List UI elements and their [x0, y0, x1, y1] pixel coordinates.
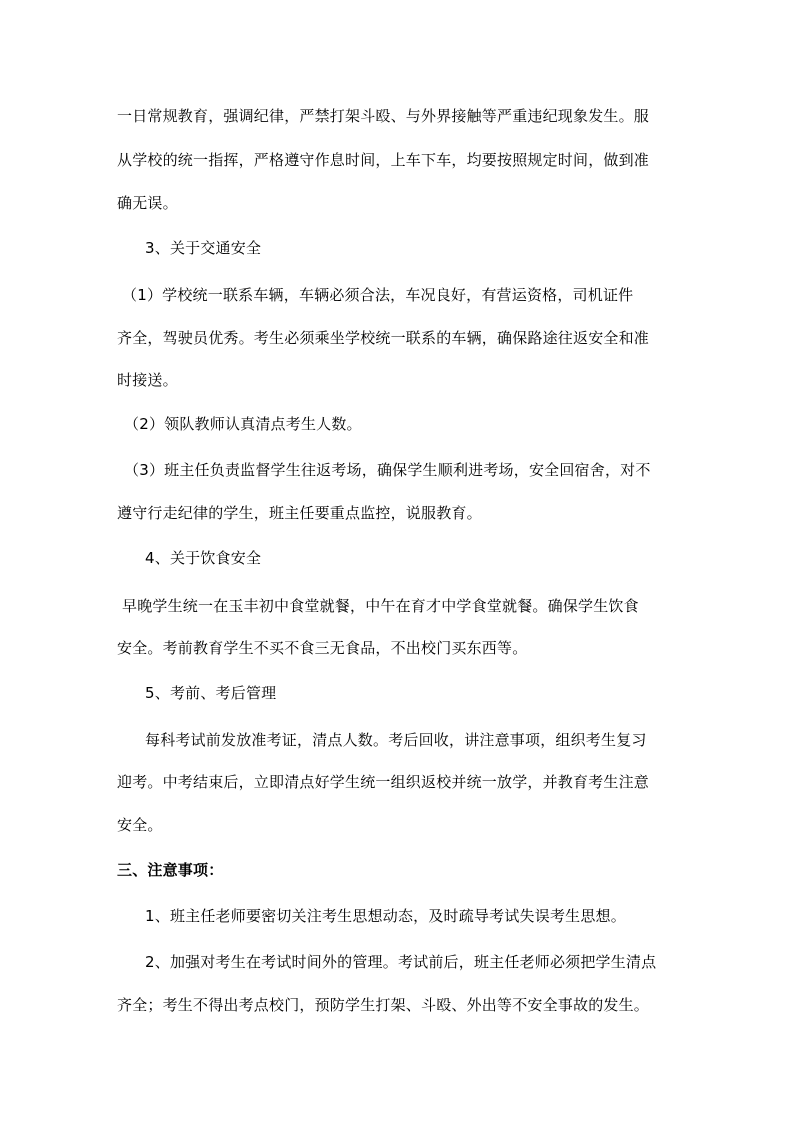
paragraph-line: 1、班主任老师要密切关注考生思想动态，及时疏导考试失误考生思想。 [145, 907, 626, 925]
paragraph-line: 从学校的统一指挥，严格遵守作息时间，上车下车，均要按照规定时间，做到准 [117, 151, 650, 169]
paragraph-line: 每科考试前发放准考证，清点人数。考后回收，讲注意事项，组织考生复习 [145, 731, 647, 749]
paragraph-line: 确无误。 [117, 194, 178, 212]
section-title: 三、注意事项： [117, 861, 224, 879]
paragraph-line: 齐全；考生不得出考点校门，预防学生打架、斗殴、外出等不安全事故的发生。 [117, 996, 650, 1014]
paragraph-line: 安全。考前教育学生不买不食三无食品，不出校门买东西等。 [117, 639, 528, 657]
paragraph-line: 迎考。中考结束后，立即清点好学生统一组织返校并统一放学，并教育考生注意 [117, 773, 650, 791]
paragraph-line: 早晚学生统一在玉丰初中食堂就餐，中午在育才中学食堂就餐。确保学生饮食 [122, 597, 639, 615]
paragraph-line: （2）领队教师认真清点考生人数。 [124, 415, 362, 433]
section-heading: 4、关于饮食安全 [145, 549, 262, 567]
section-heading: 3、关于交通安全 [145, 239, 262, 257]
paragraph-line: （1）学校统一联系车辆，车辆必须合法，车况良好，有营运资格，司机证件 [122, 286, 634, 304]
paragraph-line: （3）班主任负责监督学生往返考场，确保学生顺利进考场，安全回宿舍，对不 [124, 461, 651, 479]
paragraph-line: 一日常规教育，强调纪律，严禁打架斗殴、与外界接触等严重违纪现象发生。服 [117, 107, 650, 125]
paragraph-line: 齐全，驾驶员优秀。考生必须乘坐学校统一联系的车辆，确保路途往返安全和准 [117, 329, 650, 347]
paragraph-line: 2、加强对考生在考试时间外的管理。考试前后，班主任老师必须把学生清点 [145, 953, 657, 971]
paragraph-line: 遵守行走纪律的学生，班主任要重点监控，说服教育。 [117, 504, 482, 522]
section-heading: 5、考前、考后管理 [145, 684, 277, 702]
paragraph-line: 安全。 [117, 816, 163, 834]
paragraph-line: 时接送。 [117, 371, 178, 389]
